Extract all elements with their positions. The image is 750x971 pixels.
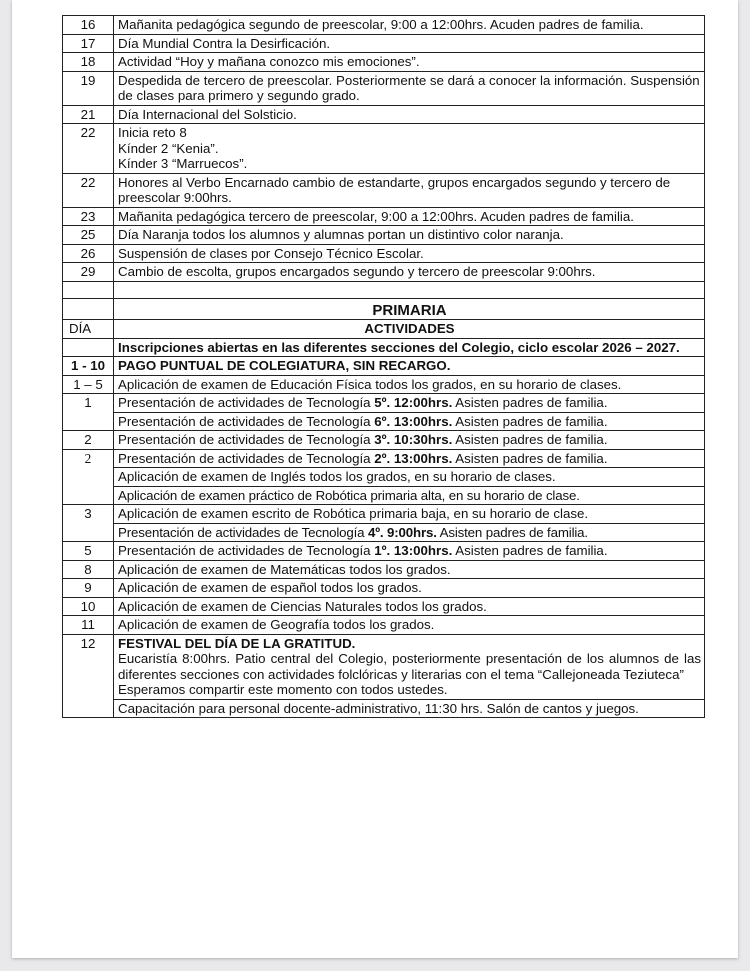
day-cell: 9 [63,579,114,598]
festival-rows [63,634,705,718]
table-row [63,71,705,105]
table-row [63,226,705,245]
day-cell: 5 [63,542,114,561]
activity-text: Día Internacional del Solsticio. [114,105,705,124]
exam-rows [63,560,705,634]
day-cell: 1 - 10 [63,357,114,376]
festival-description: Eucaristía 8:00hrs. Patio central del Colegio, posteriormente presentación de los alumnos de las diferentes secciones con actividades folclóricas y literarias con el tema “Callejoneada Teziuteca” [118,651,701,682]
preescolar-rows [63,16,705,282]
day-cell: 23 [63,207,114,226]
activity-text: Aplicación de examen escrito de Robótica primaria baja, en su horario de clase. [114,505,705,524]
day-cell: 1 [63,394,114,431]
table-row [63,468,705,487]
activity-text: Honores al Verbo Encarnado cambio de estandarte, grupos encargados segundo y tercero de preescolar 9:00hrs. [114,173,705,207]
blank-row [63,281,705,298]
document-page [12,0,738,958]
activity-text: Aplicación de examen de Matemáticas todos los grados. [114,560,705,579]
day-cell: 25 [63,226,114,245]
table-row [63,357,705,376]
activities-column-header: ACTIVIDADES [114,320,705,339]
blank-activity-cell [114,281,705,298]
activity-text: Aplicación de examen de Inglés todos los grados, en su horario de clases. [114,468,705,487]
table-row [63,173,705,207]
festival-cell [114,634,705,699]
activity-text: Aplicación de examen de Educación Física todos los grados, en su horario de clases. [114,375,705,394]
section-title-row [63,298,705,320]
table-row [63,616,705,635]
day-cell: 22 [63,173,114,207]
table-row [63,523,705,542]
day-cell: 29 [63,263,114,282]
table-row [63,394,705,413]
calendar-table [62,15,705,718]
activity-line: Kínder 3 “Marruecos”. [118,156,248,171]
day-cell: 26 [63,244,114,263]
table-row [63,505,705,524]
table-row [63,597,705,616]
blank-day-cell [63,281,114,298]
table-row [63,579,705,598]
day-cell: 8 [63,560,114,579]
activity-text: Presentación de actividades de Tecnología 4º. 9:00hrs. Asisten padres de familia. [114,523,705,542]
activity-text: Mañanita pedagógica segundo de preescolar, 9:00 a 12:00hrs. Acuden padres de familia. [114,16,705,35]
day-cell: 18 [63,53,114,72]
activity-line: Inicia reto 8 [118,125,187,140]
day-column-header: DÍA [63,320,114,339]
activity-text [114,124,705,174]
table-row [63,105,705,124]
table-row [63,634,705,699]
day-cell [63,338,114,357]
day-cell: 2 [63,449,114,505]
table-row [63,431,705,450]
day-cell: 22 [63,124,114,174]
table-row [63,207,705,226]
activity-text: Aplicación de examen de español todos los grados. [114,579,705,598]
activity-text: Aplicación de examen de Ciencias Naturales todos los grados. [114,597,705,616]
table-row [63,16,705,35]
activity-text: Presentación de actividades de Tecnología 1º. 13:00hrs. Asisten padres de familia. [114,542,705,561]
table-row [63,244,705,263]
activity-text: Cambio de escolta, grupos encargados segundo y tercero de preescolar 9:00hrs. [114,263,705,282]
day-cell: 19 [63,71,114,105]
activity-text: Capacitación para personal docente-administrativo, 11:30 hrs. Salón de cantos y juegos. [114,699,705,718]
day-cell: 17 [63,34,114,53]
activity-text: Aplicación de examen de Geografía todos los grados. [114,616,705,635]
table-row [63,263,705,282]
table-row [63,338,705,357]
table-row [63,53,705,72]
table-row [63,375,705,394]
activity-text: Actividad “Hoy y mañana conozco mis emociones”. [114,53,705,72]
activity-text: Presentación de actividades de Tecnología 3º. 10:30hrs. Asisten padres de familia. [114,431,705,450]
inscripciones-notice: Inscripciones abiertas en las diferentes secciones del Colegio, ciclo escolar 2026 – 2027. [114,338,705,357]
day-cell: 21 [63,105,114,124]
day-cell: 2 [63,431,114,450]
festival-title: FESTIVAL DEL DÍA DE LA GRATITUD. [118,635,356,651]
section-title-day-cell [63,298,114,320]
payment-notice: PAGO PUNTUAL DE COLEGIATURA, SIN RECARGO. [114,357,705,376]
table-row [63,699,705,718]
day-cell: 12 [63,634,114,718]
day-cell: 3 [63,505,114,542]
activity-text: Presentación de actividades de Tecnología 5º. 12:00hrs. Asisten padres de familia. [114,394,705,413]
table-row [63,449,705,468]
table-row [63,542,705,561]
table-row [63,412,705,431]
activity-text: Día Naranja todos los alumnos y alumnas portan un distintivo color naranja. [114,226,705,245]
activity-text: Despedida de tercero de preescolar. Posteriormente se dará a conocer la información. Suspensión de clases para primero y segundo grado. [114,71,705,105]
day-cell: 1 – 5 [63,375,114,394]
day-cell: 10 [63,597,114,616]
activity-text: Presentación de actividades de Tecnología 6º. 13:00hrs. Asisten padres de familia. [114,412,705,431]
day-cell: 11 [63,616,114,635]
column-header-row [63,320,705,339]
activity-line: Kínder 2 “Kenia”. [118,140,219,156]
table-row [63,124,705,174]
activity-text: Presentación de actividades de Tecnología 2º. 13:00hrs. Asisten padres de familia. [114,449,705,468]
festival-closing: Esperamos compartir este momento con todos ustedes. [118,682,448,697]
primaria-rows [63,281,705,560]
table-row [63,560,705,579]
activity-text: Mañanita pedagógica tercero de preescolar, 9:00 a 12:00hrs. Acuden padres de familia. [114,207,705,226]
day-cell: 16 [63,16,114,35]
activity-text: Día Mundial Contra la Desirficación. [114,34,705,53]
section-title: PRIMARIA [114,298,705,320]
activity-text: Suspensión de clases por Consejo Técnico Escolar. [114,244,705,263]
activity-text: Aplicación de examen práctico de Robótica primaria alta, en su horario de clase. [114,486,705,505]
table-row [63,486,705,505]
table-row [63,34,705,53]
